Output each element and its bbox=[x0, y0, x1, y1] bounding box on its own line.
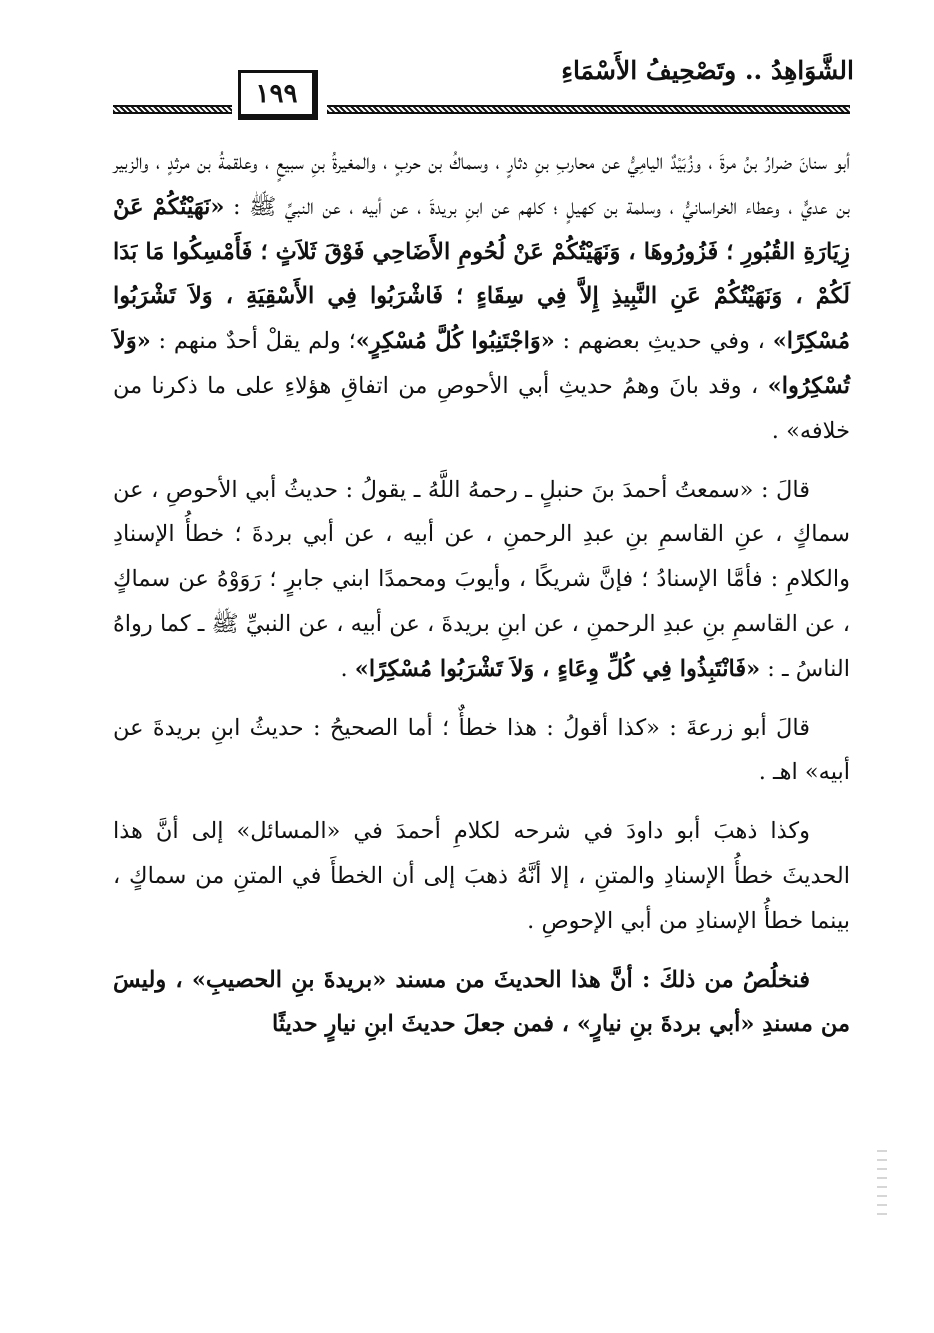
text-run: ، وقد بانَ وهمُ حديثِ أبي الأحوصِ من اتفاقِ هؤلاءِ على ما ذكرنا من خلافه» . bbox=[113, 372, 850, 444]
paragraph-2 bbox=[113, 468, 850, 692]
text-run: ، وفي حديثِ بعضهم : bbox=[554, 328, 773, 355]
text-run: وكذا ذهبَ أبو داودَ في شرحه لكلامِ أحمدَ في «المسائل» إلى أنَّ هذا الحديثَ خطأُ الإسنادِ والمتنِ ، إلا أنَّهُ ذهبَ إلى أن الخطأَ في المتنِ من سماكٍ ، بينما خطأُ الإسنادِ من أبي الإحوصِ . bbox=[113, 818, 850, 934]
paragraph-3 bbox=[113, 706, 850, 796]
paragraph-1 bbox=[113, 140, 850, 454]
hadith-quote: «فَانْتَبِذُوا فِي كُلِّ وِعَاءٍ ، وَلاَ تَشْرَبُوا مُسْكِرًا» bbox=[354, 655, 761, 682]
header-rule-right bbox=[327, 105, 850, 114]
page-number: ١٩٩ bbox=[238, 70, 318, 120]
text-run: قالَ : «سمعتُ أحمدَ بنَ حنبلٍ ـ رحمهُ اللَّهُ ـ يقولُ : حديثُ أبي الأحوصِ ، عن سماكٍ ، عنِ القاسمِ بنِ عبدِ الرحمنِ ، عن أبيه ، عن أبي بردةَ ؛ خطأُ الإسنادِ والكلامِ : فأمَّا الإسنادُ ؛ فإنَّ شريكًا ، وأيوبَ ومحمدًا ابني جابرٍ ؛ رَوَوْهُ عن سماكٍ ، عن القاسمِ بنِ عبدِ الرحمنِ ، عن ابنِ بريدةَ ، عن أبيه ، عن النبيِّ ﷺ ـ كما رواهُ الناسُ ـ : bbox=[113, 476, 850, 682]
paragraph-5 bbox=[113, 958, 850, 1048]
text-run: قالَ أبو زرعةَ : «كذا أقولُ : هذا خطأٌ ؛ أما الصحيحُ : حديثُ ابنِ بريدةَ عن أبيه» اهـ . bbox=[113, 714, 850, 786]
margin-scan-marks bbox=[877, 1150, 887, 1220]
paragraph-4 bbox=[113, 809, 850, 943]
header-rule-left bbox=[113, 105, 232, 114]
running-title: الشَّوَاهِدُ .. وتَصْحِيفُ الأَسْمَاءِ bbox=[561, 56, 854, 85]
hadith-quote: «نَهَيْتُكُمْ عَنْ زِيَارَةِ القُبُورِ ؛ فَزُورُوهَا ، وَنَهَيْتُكُمْ عَنْ لُحُومِ الأَضَاحِي فَوْقَ ثَلاَثٍ ؛ فَأَمْسِكُوا مَا بَدَا لَكُمْ ، وَنَهَيْتُكُمْ عَنِ النَّبِيذِ إِلاَّ فِي سِقَاءٍ ؛ فَاشْرَبُوا فِي الأَسْقِيَةِ ، وَلاَ تَشْرَبُوا مُسْكِرًا» bbox=[113, 193, 850, 355]
hadith-quote: «وَلاَ تُسْكِرُوا» bbox=[113, 328, 850, 399]
hadith-quote: «وَاجْتَنِبُوا كُلَّ مُسْكِرٍ» bbox=[355, 328, 555, 355]
text-run: أبو سنانَ ضرارُ بنُ مرةَ ، وزُبَيْدٌ اليامِيُّ عن محاربِ بنِ دثارٍ ، وسماكُ بن حربٍ ، والمغيرةُ بنِ سبيعٍ ، وعلقمةُ بن مرثدٍ ، والزبير بن عديٍّ ، وعطاء الخراسانيُّ ، وسلمة بن كهيلٍ ؛ كلهم عن ابنِ بريدةَ ، عن أبيه ، عن النبيِّ ﷺ : bbox=[113, 149, 850, 220]
text-run: فنخلُصُ من ذلكَ : أنَّ هذا الحديثَ من مسند «بريدةَ بنِ الحصيبِ» ، وليسَ من مسندِ «أبي بردةَ بنِ نيارٍ» ، فمن جعلَ حديثَ ابنِ نيارٍ حديثًا bbox=[113, 966, 850, 1038]
body-text bbox=[113, 140, 850, 1061]
text-run: . bbox=[340, 655, 355, 682]
text-run: ؛ ولم يقلْ أحدٌ منهم : bbox=[150, 328, 356, 355]
